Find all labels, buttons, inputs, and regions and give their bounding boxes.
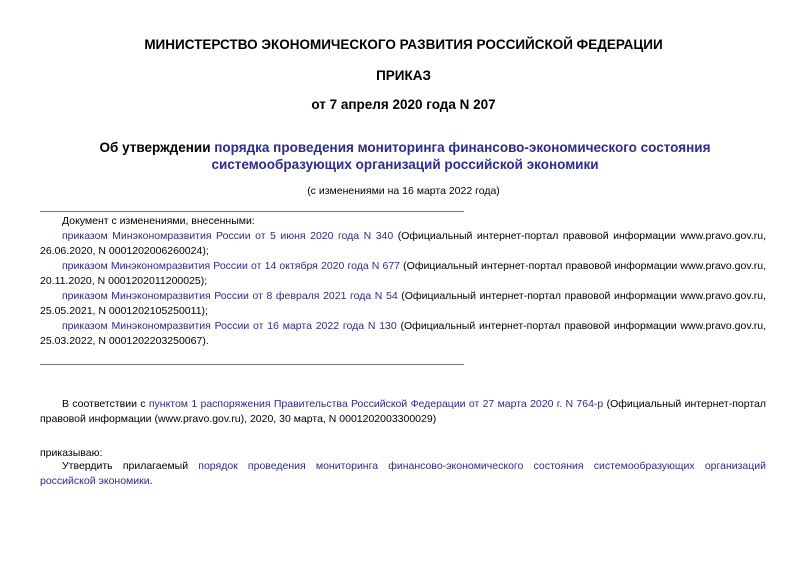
ministry-heading: МИНИСТЕРСТВО ЭКОНОМИЧЕСКОГО РАЗВИТИЯ РОССИЙСКОЙ ФЕДЕРАЦИИ (144, 37, 663, 52)
basis-prefix: В соответствии с (62, 398, 149, 410)
amendment-item (40, 319, 766, 349)
amendment-source: (Официальный интернет-портал правовой информации www.pravo.gov.ru, 25.05.2021, N 0001202105250011); (40, 290, 766, 317)
title-prefix: Об утверждении (99, 140, 215, 155)
approve-suffix: . (149, 475, 153, 487)
basis-source: (Официальный интернет-портал правовой информации (www.pravo.gov.ru), 2020, 30 марта, N 0001202003300029) (40, 398, 767, 425)
approve-prefix: Утвердить прилагаемый (62, 460, 199, 472)
amendment-date-note: (с изменениями на 16 марта 2022 года) (307, 185, 500, 197)
decree-word: приказываю: (40, 447, 103, 459)
approved-procedure-link[interactable]: порядок проведения мониторинга финансово-экономического состояния системообразующих организаций российской экономики (40, 460, 767, 487)
amendments-block (40, 214, 766, 349)
government-order-link[interactable]: пунктом 1 распоряжения Правительства Российской Федерации от 27 марта 2020 г. N 764-р (148, 398, 604, 410)
amendment-source: (Официальный интернет-портал правовой информации www.pravo.gov.ru, 26.06.2020, N 0001202006260024); (40, 230, 767, 257)
amendment-link-677[interactable]: приказом Минэкономразвития России от 14 октября 2020 года N 677 (62, 260, 401, 272)
amendment-source: (Официальный интернет-портал правовой информации www.pravo.gov.ru, 25.03.2022, N 0001202203250067). (40, 320, 766, 347)
document-title (80, 139, 730, 173)
amendment-item (40, 289, 766, 319)
approve-paragraph (40, 459, 766, 489)
amendment-link-340[interactable]: приказом Минэкономразвития России от 5 июня 2020 года N 340 (62, 230, 394, 242)
legal-basis-paragraph (40, 397, 766, 427)
amendment-item (40, 259, 766, 289)
title-procedure-link[interactable]: порядка проведения мониторинга финансово-экономического состояния системообразующих организаций российской экономики (211, 140, 711, 172)
amendments-intro: Документ с изменениями, внесенными: (62, 215, 255, 227)
amendment-item (40, 229, 766, 259)
document-type-heading: ПРИКАЗ (376, 68, 431, 83)
amendment-link-54[interactable]: приказом Минэкономразвития России от 8 февраля 2021 года N 54 (62, 290, 398, 302)
amendment-source: (Официальный интернет-портал правовой информации www.pravo.gov.ru, 20.11.2020, N 0001202011200025); (40, 260, 766, 287)
amendment-link-130[interactable]: приказом Минэкономразвития России от 16 марта 2022 года N 130 (62, 320, 397, 332)
divider-bottom (40, 364, 464, 365)
document-date-number: от 7 апреля 2020 года N 207 (311, 97, 496, 112)
divider-top (40, 211, 464, 212)
